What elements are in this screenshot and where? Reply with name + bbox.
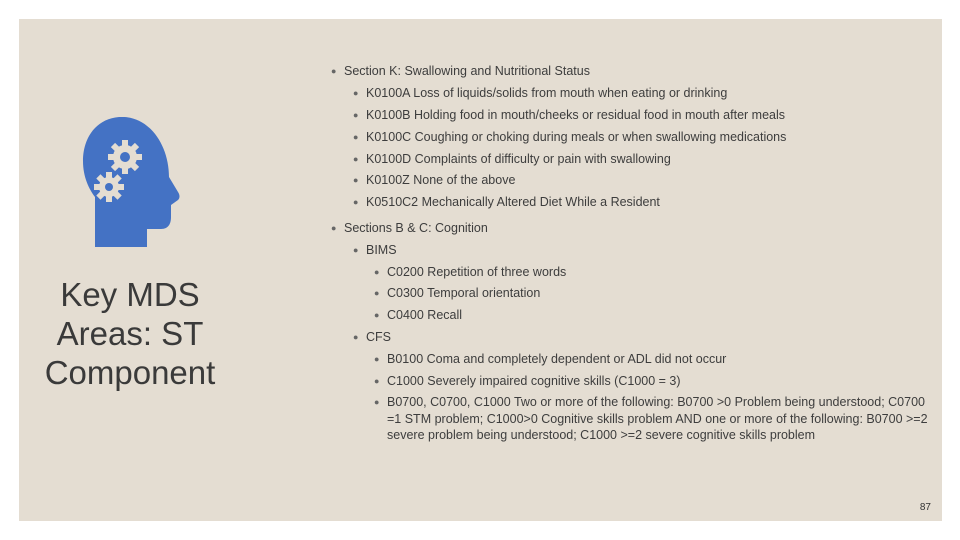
bullet-dot-icon: ●	[353, 175, 359, 185]
section-bc-bullet	[331, 220, 924, 237]
bullet-dot-icon: ●	[331, 66, 337, 76]
list-item: ● C0200 Repetition of three words	[374, 265, 567, 279]
bullet-dot-icon: ●	[353, 88, 359, 98]
bullet-dot-icon: ●	[374, 354, 380, 364]
list-item: ● K0510C2 Mechanically Altered Diet While a Resident	[353, 195, 660, 209]
bullet-dot-icon: ●	[374, 397, 380, 407]
list-item: ● C0400 Recall	[374, 308, 463, 322]
bullet-dot-icon: ●	[353, 132, 359, 142]
bullet-dot-icon: ●	[374, 376, 380, 386]
list-item: ● B0700, C0700, C1000 Two or more of the following: B0700 >0 Problem being understood; C0700 =1 STM problem; C1000>0 Cognitive skills problem AND one or more of the following: B0700 >=2 severe problem being understood; C1000 >=2 severe cognitive skills problem	[374, 395, 928, 442]
page-number: 87	[919, 502, 931, 513]
list-item: ● K0100B Holding food in mouth/cheeks or residual food in mouth after meals	[353, 108, 785, 122]
slide	[19, 19, 942, 521]
bullet-dot-icon: ●	[331, 223, 337, 233]
bullet-dot-icon: ●	[353, 110, 359, 120]
list-item: ● B0100 Coma and completely dependent or ADL did not occur	[374, 352, 727, 366]
bullet-dot-icon: ●	[353, 197, 359, 207]
bullet-dot-icon: ●	[374, 310, 380, 320]
slide-title: Key MDS Areas: ST Component	[44, 276, 216, 391]
list-item: ● C1000 Severely impaired cognitive skills (C1000 = 3)	[374, 374, 681, 388]
bullet-dot-icon: ●	[353, 332, 359, 342]
cfs-bullet: ● CFS	[353, 330, 391, 344]
bullet-dot-icon: ●	[374, 288, 380, 298]
bullet-dot-icon: ●	[374, 267, 380, 277]
list-item: ● K0100Z None of the above	[353, 173, 516, 187]
list-item: ● K0100C Coughing or choking during meals or when swallowing medications	[353, 130, 787, 144]
list-item: ● K0100A Loss of liquids/solids from mouth when eating or drinking	[353, 86, 728, 100]
content-area	[19, 19, 942, 521]
list-item: ● C0300 Temporal orientation	[374, 286, 541, 300]
bullet-dot-icon: ●	[353, 154, 359, 164]
list-item: ● K0100D Complaints of difficulty or pain with swallowing	[353, 152, 671, 166]
bims-bullet: ● BIMS	[353, 243, 397, 257]
bullet-dot-icon: ●	[353, 245, 359, 255]
section-k-bullet	[331, 63, 924, 80]
section-bc-label: Sections B & C: Cognition	[344, 221, 488, 235]
section-k-label: Section K: Swallowing and Nutritional Status	[344, 64, 590, 78]
